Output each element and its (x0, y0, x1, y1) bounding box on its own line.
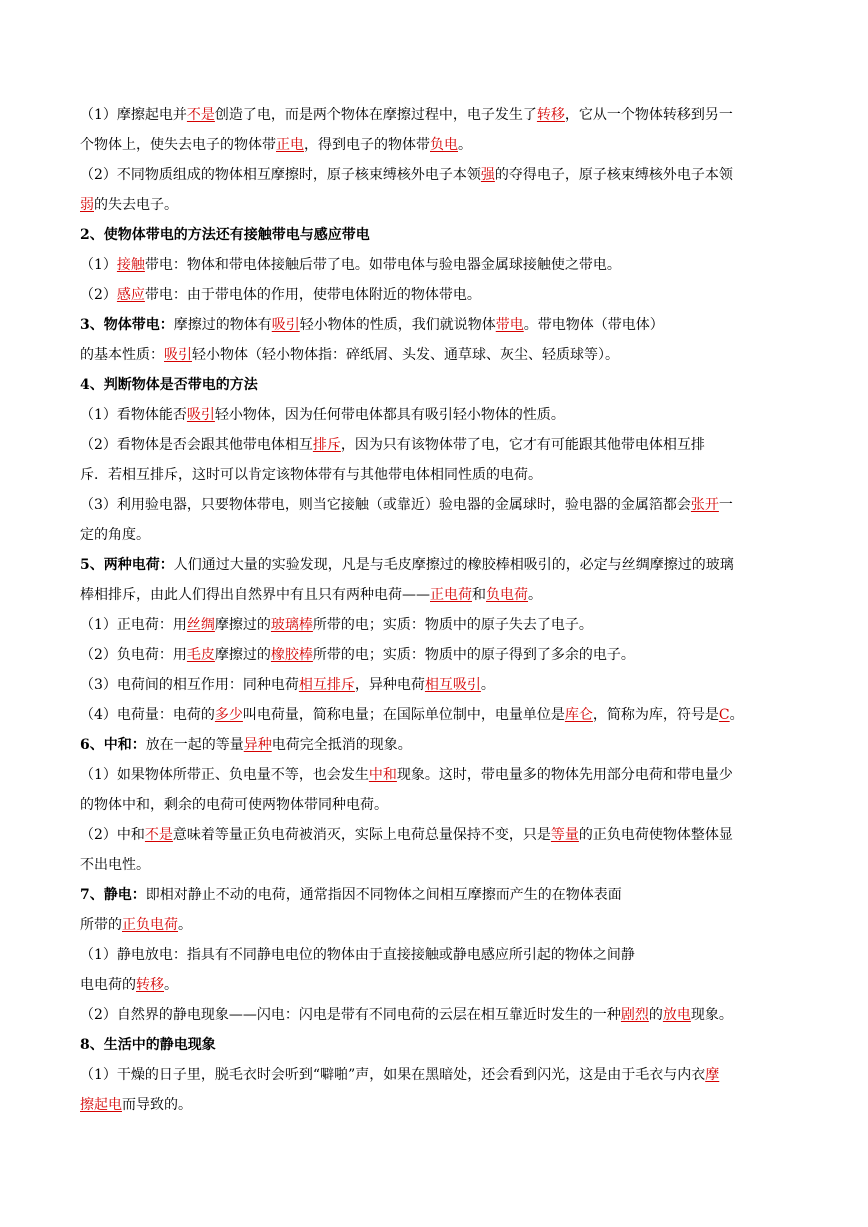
text-segment: 。 (164, 977, 178, 993)
text-segment: 的失去电子。 (94, 197, 178, 213)
text-line (80, 700, 796, 730)
text-line (80, 1030, 796, 1060)
text-line (80, 160, 796, 190)
text-line (80, 280, 796, 310)
text-segment: 所带的电；实质：物质中的原子失去了电子。 (312, 617, 593, 633)
text-line (80, 520, 796, 550)
text-segment: ，异种电荷 (354, 677, 425, 693)
text-line (80, 430, 796, 460)
text-line (80, 940, 796, 970)
text-segment: 所带的 (80, 917, 122, 933)
answer-blank: 不是 (144, 827, 173, 843)
text-segment: （3）利用验电器，只要物体带电，则当它接触（或靠近）验电器的金属球时，验电器的金属箔都会 (80, 497, 691, 513)
text-segment: 的正负电荷使物体整体显 (578, 827, 733, 843)
text-segment: （2）不同物质组成的物体相互摩擦时，原子核束缚核外电子本领 (80, 167, 481, 183)
text-segment: 带电：由于带电体的作用，使带电体附近的物体带电。 (144, 287, 481, 303)
text-line (80, 220, 796, 250)
answer-blank: 玻璃棒 (270, 617, 313, 633)
answer-blank: 库仑 (564, 707, 593, 723)
text-segment: （1）干燥的日子里，脱毛衣时会听到“噼啪”声，如果在黑暗处，还会看到闪光，这是由于毛衣与内衣 (80, 1067, 706, 1083)
text-line (80, 1090, 796, 1120)
text-segment: 摩擦过的 (214, 617, 271, 633)
text-line (80, 850, 796, 880)
text-segment: 带电：物体和带电体接触后带了电。如带电体与验电器金属球接触使之带电。 (144, 257, 621, 273)
text-segment: 创造了电，而是两个物体在摩擦过程中，电子发生了 (214, 107, 537, 123)
text-line (80, 820, 796, 850)
answer-blank: 弱 (80, 197, 94, 213)
text-segment: 个物体上，使失去电子的物体带 (80, 137, 276, 153)
text-line (80, 250, 796, 280)
answer-blank: 张开 (690, 497, 719, 513)
text-segment: 即相对静止不动的电荷，通常指因不同物体之间相互摩擦而产生的在物体表面 (145, 887, 622, 903)
text-line (80, 130, 796, 160)
text-line (80, 580, 796, 610)
text-segment: （2）看物体是否会跟其他带电体相互 (80, 437, 313, 453)
text-line (80, 640, 796, 670)
text-segment: 。 (178, 917, 192, 933)
text-segment: 的基本性质： (80, 347, 164, 363)
answer-blank: 负电 (430, 137, 458, 153)
text-segment: 。 (528, 587, 542, 603)
text-segment: 。 (729, 707, 744, 723)
answer-blank: 正电 (276, 137, 304, 153)
text-line (80, 1060, 796, 1090)
text-segment: 人们通过大量的实验发现，凡是与毛皮摩擦过的橡胶棒相吸引的，必定与丝绸摩擦过的玻璃 (173, 557, 734, 573)
text-line (80, 730, 796, 760)
text-segment: 现象。 (690, 1007, 733, 1023)
text-segment: 的物体中和，剩余的电荷可使两物体带同种电荷。 (80, 797, 388, 813)
text-segment: （4）电荷量：电荷的 (80, 707, 215, 723)
text-line (80, 370, 796, 400)
answer-blank: 负电荷 (486, 587, 528, 603)
text-line (80, 460, 796, 490)
text-segment: 所带的电；实质：物质中的原子得到了多余的电子。 (312, 647, 635, 663)
text-segment: （1） (80, 257, 117, 273)
section-heading: 4、判断物体是否带电的方法 (80, 377, 258, 393)
text-segment: 的 (648, 1007, 663, 1023)
text-segment: （2）中和 (80, 827, 145, 843)
answer-blank: 排斥 (312, 437, 341, 453)
text-line (80, 190, 796, 220)
text-segment: 意味着等量正负电荷被消灭，实际上电荷总量保持不变，只是 (172, 827, 551, 843)
text-segment: 。带电物体（带电体） (523, 317, 664, 333)
answer-blank: 正负电荷 (122, 917, 178, 933)
answer-blank: 丝绸 (186, 617, 215, 633)
text-segment: ，简称为库，符号是 (592, 707, 719, 723)
answer-blank: 强 (480, 167, 495, 183)
text-segment: 。 (480, 677, 495, 693)
answer-blank: 多少 (214, 707, 243, 723)
answer-blank: 摩 (705, 1067, 720, 1083)
text-segment: ，因为只有该物体带了电，它才有可能跟其他带电体相互排 (340, 437, 705, 453)
text-segment: 轻小物体，因为任何带电体都具有吸引轻小物体的性质。 (214, 407, 565, 423)
answer-blank: 转移 (536, 107, 565, 123)
answer-blank: 放电 (662, 1007, 691, 1023)
section-heading: 5、两种电荷： (80, 557, 174, 573)
text-segment: ，它从一个物体转移到另一 (564, 107, 733, 123)
text-line (80, 610, 796, 640)
text-segment: （1）摩擦起电并 (80, 107, 187, 123)
answer-blank: 异种 (243, 737, 272, 753)
text-segment: （3）电荷间的相互作用：同种电荷 (80, 677, 299, 693)
text-segment: （1）静电放电：指具有不同静电电位的物体由于直接接触或静电感应所引起的物体之间静 (80, 947, 635, 963)
section-heading: 8、生活中的静电现象 (80, 1037, 216, 1053)
text-line (80, 100, 796, 130)
text-segment: 和 (472, 587, 486, 603)
text-segment: （1）看物体能否 (80, 407, 187, 423)
answer-blank: 相互排斥 (298, 677, 355, 693)
text-segment: （2）自然界的静电现象——闪电：闪电是带有不同电荷的云层在相互靠近时发生的一种 (80, 1007, 621, 1023)
answer-blank: 橡胶棒 (270, 647, 313, 663)
answer-blank: 中和 (368, 767, 397, 783)
text-segment: 一 (718, 497, 733, 513)
answer-blank: 擦起电 (80, 1097, 122, 1113)
text-line (80, 340, 796, 370)
text-line (80, 1000, 796, 1030)
text-segment: 现象。这时，带电量多的物体先用部分电荷和带电量少 (396, 767, 733, 783)
text-segment: 轻小物体的性质，我们就说物体 (299, 317, 496, 333)
answer-blank: 感应 (116, 287, 145, 303)
text-segment: 电电荷的 (80, 977, 136, 993)
text-segment: （1）正电荷：用 (80, 617, 187, 633)
answer-blank: 吸引 (164, 347, 192, 363)
answer-blank: 接触 (116, 257, 145, 273)
answer-blank: 剧烈 (620, 1007, 649, 1023)
section-heading: 7、静电： (80, 887, 146, 903)
text-line (80, 550, 796, 580)
text-segment: 轻小物体（轻小物体指：碎纸屑、头发、通草球、灰尘、轻质球等）。 (192, 347, 619, 363)
section-heading: 3、物体带电： (80, 317, 174, 333)
answer-blank: 吸引 (271, 317, 300, 333)
text-line (80, 310, 796, 340)
text-segment: 斥．若相互排斥，这时可以肯定该物体带有与其他带电体相同性质的电荷。 (80, 467, 542, 483)
answer-blank: 转移 (136, 977, 164, 993)
answer-blank: 带电 (495, 317, 524, 333)
text-line (80, 910, 796, 940)
text-line (80, 670, 796, 700)
answer-blank: 不是 (186, 107, 215, 123)
text-segment: （2） (80, 287, 117, 303)
text-segment: 放在一起的等量 (145, 737, 244, 753)
text-segment: 的夺得电子，原子核束缚核外电子本领 (494, 167, 733, 183)
answer-blank: 等量 (550, 827, 579, 843)
text-segment: 摩擦过的 (214, 647, 271, 663)
section-heading: 6、中和： (80, 737, 146, 753)
text-segment: 摩擦过的物体有 (173, 317, 272, 333)
section-heading: 2、使物体带电的方法还有接触带电与感应带电 (80, 227, 370, 243)
text-segment: 定的角度。 (80, 527, 150, 543)
answer-blank: 相互吸引 (424, 677, 481, 693)
text-line (80, 880, 796, 910)
text-segment: 。 (458, 137, 472, 153)
text-line (80, 490, 796, 520)
text-line (80, 970, 796, 1000)
text-segment: （1）如果物体所带正、负电量不等，也会发生 (80, 767, 369, 783)
text-segment: 电荷完全抵消的现象。 (271, 737, 412, 753)
text-line (80, 790, 796, 820)
text-segment: （2）负电荷：用 (80, 647, 187, 663)
answer-blank: C (718, 707, 730, 723)
text-segment: 棒相排斥，由此人们得出自然界中有且只有两种电荷—— (80, 587, 430, 603)
text-segment: 而导致的。 (122, 1097, 192, 1113)
text-line (80, 760, 796, 790)
text-segment: 叫电荷量，简称电量；在国际单位制中，电量单位是 (242, 707, 565, 723)
answer-blank: 吸引 (186, 407, 215, 423)
answer-blank: 毛皮 (186, 647, 215, 663)
text-segment: 不出电性。 (80, 857, 150, 873)
answer-blank: 正电荷 (430, 587, 472, 603)
text-line (80, 400, 796, 430)
document-body (80, 100, 796, 1120)
text-segment: ，得到电子的物体带 (304, 137, 430, 153)
